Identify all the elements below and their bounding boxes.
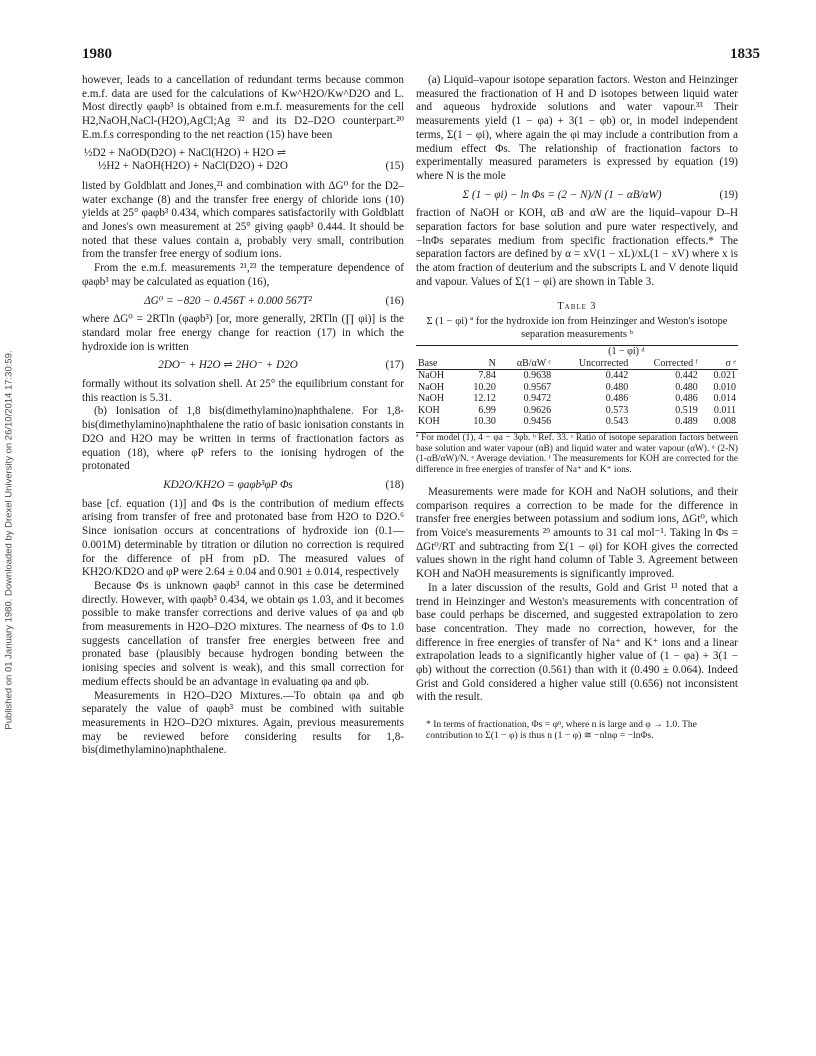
- table-cell: NaOH: [418, 393, 445, 405]
- equation-15-line1: ½D2 + NaOD(D2O) + NaCl(H2O) + H2O ⇌: [84, 146, 287, 159]
- table-cell: 0.021: [713, 370, 736, 382]
- table-cell: 10.20: [473, 381, 496, 393]
- table-title: Table 3: [557, 300, 597, 312]
- table-header: αB/αW ᶜ: [516, 357, 552, 369]
- left-column: [82, 74, 404, 758]
- paragraph: In a later discussion of the results, Gold and Grist ¹³ noted that a trend in Heinzinger and Weston's measurements with concentration of base could perhaps be discerned, and suggested extrapolation to zero base concentration. They made no correction, however, for the difference in free energies of transfer of Na⁺ and K⁺ ions and a linear extrapolation leads to a significantly higher value of (1 − φa) + 3(1 − φb) without the correction (0.561) than with it (0.490 ± 0.064). Indeed Grist and Gold considered a higher value still (0.656) not inconsistent with the result.: [416, 581, 738, 704]
- journal-year: 1980: [82, 46, 112, 62]
- table-cell: 0.010: [713, 381, 736, 393]
- paragraph: however, leads to a cancellation of redundant terms because common e.m.f. data are used for the calculations of Kw^H2O/Kw^D2O and L. Most directly φaφb³ is obtained from e.m.f. measurements for the cell H2,NaOH,NaCl-(H2O),AgCl;Ag ³² and its D2–D2O counterpart.²⁰ E.m.f.s corresponding to the net reaction (15) have been: [82, 74, 404, 141]
- equation-expression: KD2O/KH2O = φaφb³φP Φs: [163, 478, 293, 491]
- table-cell: 0.486: [675, 393, 698, 405]
- table-row: [416, 370, 738, 382]
- paragraph: (b) Ionisation of 1,8 bis(dimethylamino)naphthalene. For 1,8-bis(dimethylamino)naphthalene the ratio of basic ionisation constants in D2O and H2O may be written in terms of fractionation factors as equation (18), where φP refers to the ionising hydrogen of the protonated: [82, 405, 404, 473]
- footnote: * In terms of fractionation, Φs = φⁿ, where n is large and φ → 1.0. The contribution to Σ(1 − φ) is thus n (1 − φ) ≅ −nlnφ = −lnΦs.: [426, 719, 697, 742]
- paragraph: Measurements in H2O–D2O Mixtures.—To obtain φa and φb separately the value of φaφb³ must be combined with suitable measurements in H2O–D2O mixtures. Again, previous measurements may be reviewed before considering results for 1,8-bis(dimethylamino)naphthalene.: [82, 689, 404, 757]
- download-watermark: [2, 160, 16, 920]
- equation-number: (19): [719, 188, 738, 201]
- equation-18: [82, 479, 404, 493]
- paragraph: where ΔG⁰ = 2RTln (φaφb³) [or, more generally, 2RTln (∏ φi)] is the standard molar free energy change for reaction (17) in which the hydroxide ion is written: [82, 313, 404, 353]
- table-span-header: (1 − φi) ᵈ: [608, 346, 645, 358]
- table-header: Base: [418, 357, 438, 369]
- table-cell: 0.442: [605, 370, 629, 382]
- data-table: [416, 345, 738, 428]
- equation-expression: ΔG⁰ = −820 − 0.456T + 0.000 567T²: [144, 294, 312, 307]
- page-number: 1835: [730, 46, 760, 62]
- download-watermark-text: Published on 01 January 1980. Downloaded by Drexel University on 26/10/2014 17:30:59.: [3, 350, 15, 730]
- table-cell: 0.014: [713, 393, 736, 405]
- table-cell: 0.489: [675, 416, 698, 428]
- equation-number: (18): [385, 478, 404, 491]
- table-cell: 12.12: [473, 393, 496, 405]
- table-header-row: [416, 358, 738, 370]
- table-cell: 0.008: [713, 416, 736, 428]
- paragraph: Because Φs is unknown φaφb³ cannot in this case be determined directly. However, with φaφb³ 0.434, we obtain φs 1.03, and it becomes possible to make transfer corrections and derive values of φa and φb from measurements in H2O–D2O mixtures. The nearness of Φs to 1.0 suggests cancellation of transfer free energies between free and pronated base (plausibly because hydrogen bonding between the ionising species and solvent is weak), and this small correction for medium effects should be an advantage in evaluating φa and φb.: [82, 579, 404, 688]
- table-notes: ª For model (1), 4 − φa − 3φb. ᵇ Ref. 33. ᶜ Ratio of isotope separation factors between base solution and water vapour (αB) and liquid water and water vapour (αW). ᵈ (2-N)(1-αB/αW)/N. ᵉ Average deviation. ᶠ The measurements for KOH are corrected for the difference in free energies of transfer of Na⁺ and K⁺ ions.: [416, 432, 738, 476]
- equation-number: (16): [385, 294, 404, 307]
- paragraph: base [cf. equation (1)] and Φs is the contribution of medium effects arising from transfer of free and protonated base from H2O to D2O.⁶ Since ionisation occurs at concentrations of hydroxide ion (0.1—0.001M) determinable by titration or dilution no correction is required for the difference of pH from pD. The measured values of KH2O/KD2O and φP were 2.64 ± 0.04 and 0.901 ± 0.014, respectively: [82, 497, 404, 579]
- table-cell: KOH: [418, 416, 440, 428]
- paragraph: (a) Liquid–vapour isotope separation factors. Weston and Heinzinger measured the fractionation of H and D isotopes between liquid water and aqueous hydroxide solutions and water vapour.³³ Their measurements yield (1 − φa) + 3(1 − φb) or, in model independent terms, Σ(1 − φi), where again the φi may include a contribution from a medium effect Φs. The relationship of fractionation factors to experimentally measured parameters is expressed by equation (19) where N is the mole: [416, 74, 738, 182]
- table-cell: 0.519: [675, 404, 698, 416]
- table-cell: 0.9626: [523, 404, 552, 416]
- table-cell: 0.9638: [523, 370, 552, 382]
- table-header: σ ᵉ: [725, 357, 736, 369]
- table-cell: 0.486: [605, 393, 629, 405]
- equation-15: [82, 147, 404, 174]
- table-header: N: [488, 357, 496, 369]
- equation-number: (17): [385, 359, 404, 372]
- table-cell: 7.84: [478, 370, 496, 382]
- table-header: Corrected ᶠ: [653, 357, 698, 369]
- table-cell: 0.573: [605, 404, 629, 416]
- equation-number: (15): [385, 160, 404, 173]
- paragraph: listed by Goldblatt and Jones,²¹ and combination with ΔG⁰ for the D2–water exchange (8) and the transfer free energy of chloride ions (10) yields at 25° φaφb³ 0.434, which compares satisfactorily with Goldblatt and Jones's own measurement at 25° giving φaφb³ 0.444. It should be noted that these values contain a, probably very small, contribution from the transfer free energy of sodium ions.: [82, 179, 404, 261]
- paragraph: formally without its solvation shell. At 25° the equilibrium constant for this reaction is 5.31.: [82, 378, 404, 404]
- table-cell: NaOH: [418, 381, 445, 393]
- table-span-header-row: [416, 346, 738, 358]
- table-cell: 0.9567: [523, 381, 552, 393]
- table-row: [416, 416, 738, 428]
- table-cell: 0.9472: [523, 393, 552, 405]
- table-cell: 0.480: [675, 381, 698, 393]
- table-cell: 0.543: [605, 416, 629, 428]
- table-cell: 0.442: [675, 370, 698, 382]
- equation-15-line2: ½H2 + NaOH(H2O) + NaCl(D2O) + D2O: [98, 160, 288, 173]
- table-caption: Σ (1 − φi) ª for the hydroxide ion from Heinzinger and Weston's isotope separation measurements ᵇ: [426, 316, 728, 340]
- right-column: [416, 74, 738, 742]
- paragraph: Measurements were made for KOH and NaOH solutions, and their comparison requires a correction to be made for the difference in transfer free energies between potassium and sodium ions, ΔGt⁰, which from Voice's measurements ²⁹ amounts to 31 cal mol⁻¹. Taking ln Φs = ΔGt⁰/RT and subtracting from Σ(1 − φi) for KOH gives the corrected values shown in the right hand column of Table 3. Agreement between KOH and NaOH measurements is significantly improved.: [416, 485, 738, 581]
- table-cell: 0.9456: [523, 416, 552, 428]
- table-header: Uncorrected: [578, 357, 629, 369]
- equation-expression: 2DO⁻ + H2O ⇌ 2HO⁻ + D2O: [158, 359, 298, 372]
- equation-17: [82, 359, 404, 373]
- table-row: [416, 405, 738, 417]
- table-cell: 10.30: [473, 416, 496, 428]
- table-cell: 0.011: [713, 404, 736, 416]
- paragraph: fraction of NaOH or KOH, αB and αW are the liquid–vapour D–H separation factors for base solution and pure water respectively, and −lnΦs separates medium from specific fractionation effects.* The separation factors are defined by α = xV(1 − xL)/xL(1 − xV) where x is the atom fraction of deuterium and the subscripts L and V denote liquid and vapour. Values of Σ(1 − φi) are shown in Table 3.: [416, 207, 738, 288]
- equation-expression: Σ (1 − φi) − ln Φs = (2 − N)/N (1 − αB/αW): [462, 188, 662, 201]
- paragraph: From the e.m.f. measurements ²¹,²³ the temperature dependence of φaφb³ may be calculated as equation (16),: [82, 262, 404, 288]
- table-cell: KOH: [418, 404, 440, 416]
- equation-19: [416, 189, 738, 203]
- table-row: [416, 393, 738, 405]
- table-cell: 0.480: [605, 381, 629, 393]
- equation-16: [82, 295, 404, 309]
- table-cell: 6.99: [478, 404, 496, 416]
- table-row: [416, 382, 738, 394]
- table-cell: NaOH: [418, 370, 445, 382]
